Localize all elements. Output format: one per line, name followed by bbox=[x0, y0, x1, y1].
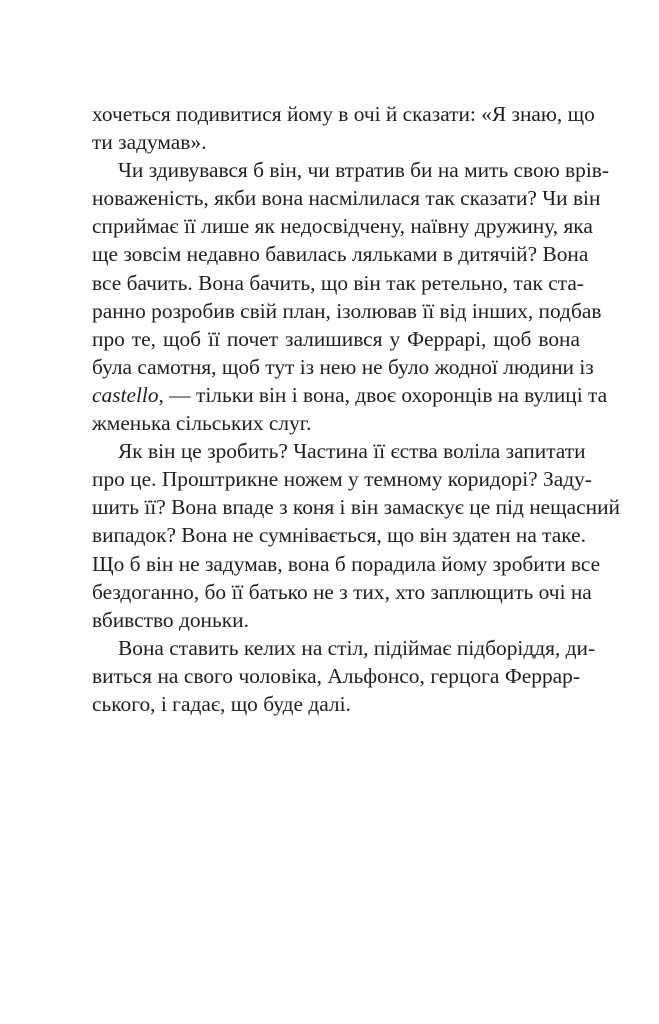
text-line: про це. Проштрикне ножем у темному коридорі? Заду- bbox=[92, 467, 592, 492]
text-line: про те, щоб її почет залишився у Феррарі, щоб вона bbox=[92, 326, 580, 351]
text-line: ранно розробив свій план, ізолював її від інших, подбав bbox=[92, 298, 602, 323]
text-line: бездоганно, бо її батько не з тих, хто заплющить очі на bbox=[92, 579, 592, 604]
text-line: Чи здивувався б він, чи втратив би на мить свою врів- bbox=[118, 158, 609, 183]
text-line: ського, і гадає, що буде далі. bbox=[92, 691, 351, 716]
text-line: хочеться подивитися йому в очі й сказати: «Я знаю, що bbox=[92, 102, 595, 126]
text-line: Що б він не задумав, вона б порадила йому зробити все bbox=[92, 551, 601, 576]
text-line: випадок? Вона не сумнівається, що він здатен на таке. bbox=[92, 523, 586, 548]
italic-word: castello bbox=[92, 382, 159, 407]
body-text bbox=[92, 100, 620, 718]
text-line: новаженість, якби вона насмілилася так сказати? Чи він bbox=[92, 186, 601, 211]
text-line bbox=[92, 381, 608, 409]
text-line: ти задумав». bbox=[92, 130, 207, 155]
text-line: Вона ставить келих на стіл, підіймає підборіддя, ди- bbox=[118, 635, 596, 660]
text-line: ще зовсім недавно бавилась ляльками в дитячій? Вона bbox=[92, 242, 589, 267]
text-line: виться на свого чоловіка, Альфонсо, герцога Феррар- bbox=[92, 663, 580, 688]
text-line: все бачить. Вона бачить, що він так ретельно, так ста- bbox=[92, 270, 584, 295]
text-line: шить її? Вона впаде з коня і він замаскує це під нещасний bbox=[92, 495, 620, 520]
text-line: жменька сільських слуг. bbox=[92, 411, 312, 436]
line-remainder: , — тільки він і вона, двоє охоронців на вулиці та bbox=[158, 382, 608, 407]
text-line: сприймає її лише як недосвідчену, наївну дружину, яка bbox=[92, 214, 593, 239]
text-line: Як він це зробить? Частина її єства воліла запитати bbox=[118, 439, 586, 464]
text-line: вбивство доньки. bbox=[92, 607, 249, 632]
text-line: була самотня, щоб тут із нею не було жодної людини із bbox=[92, 354, 594, 379]
